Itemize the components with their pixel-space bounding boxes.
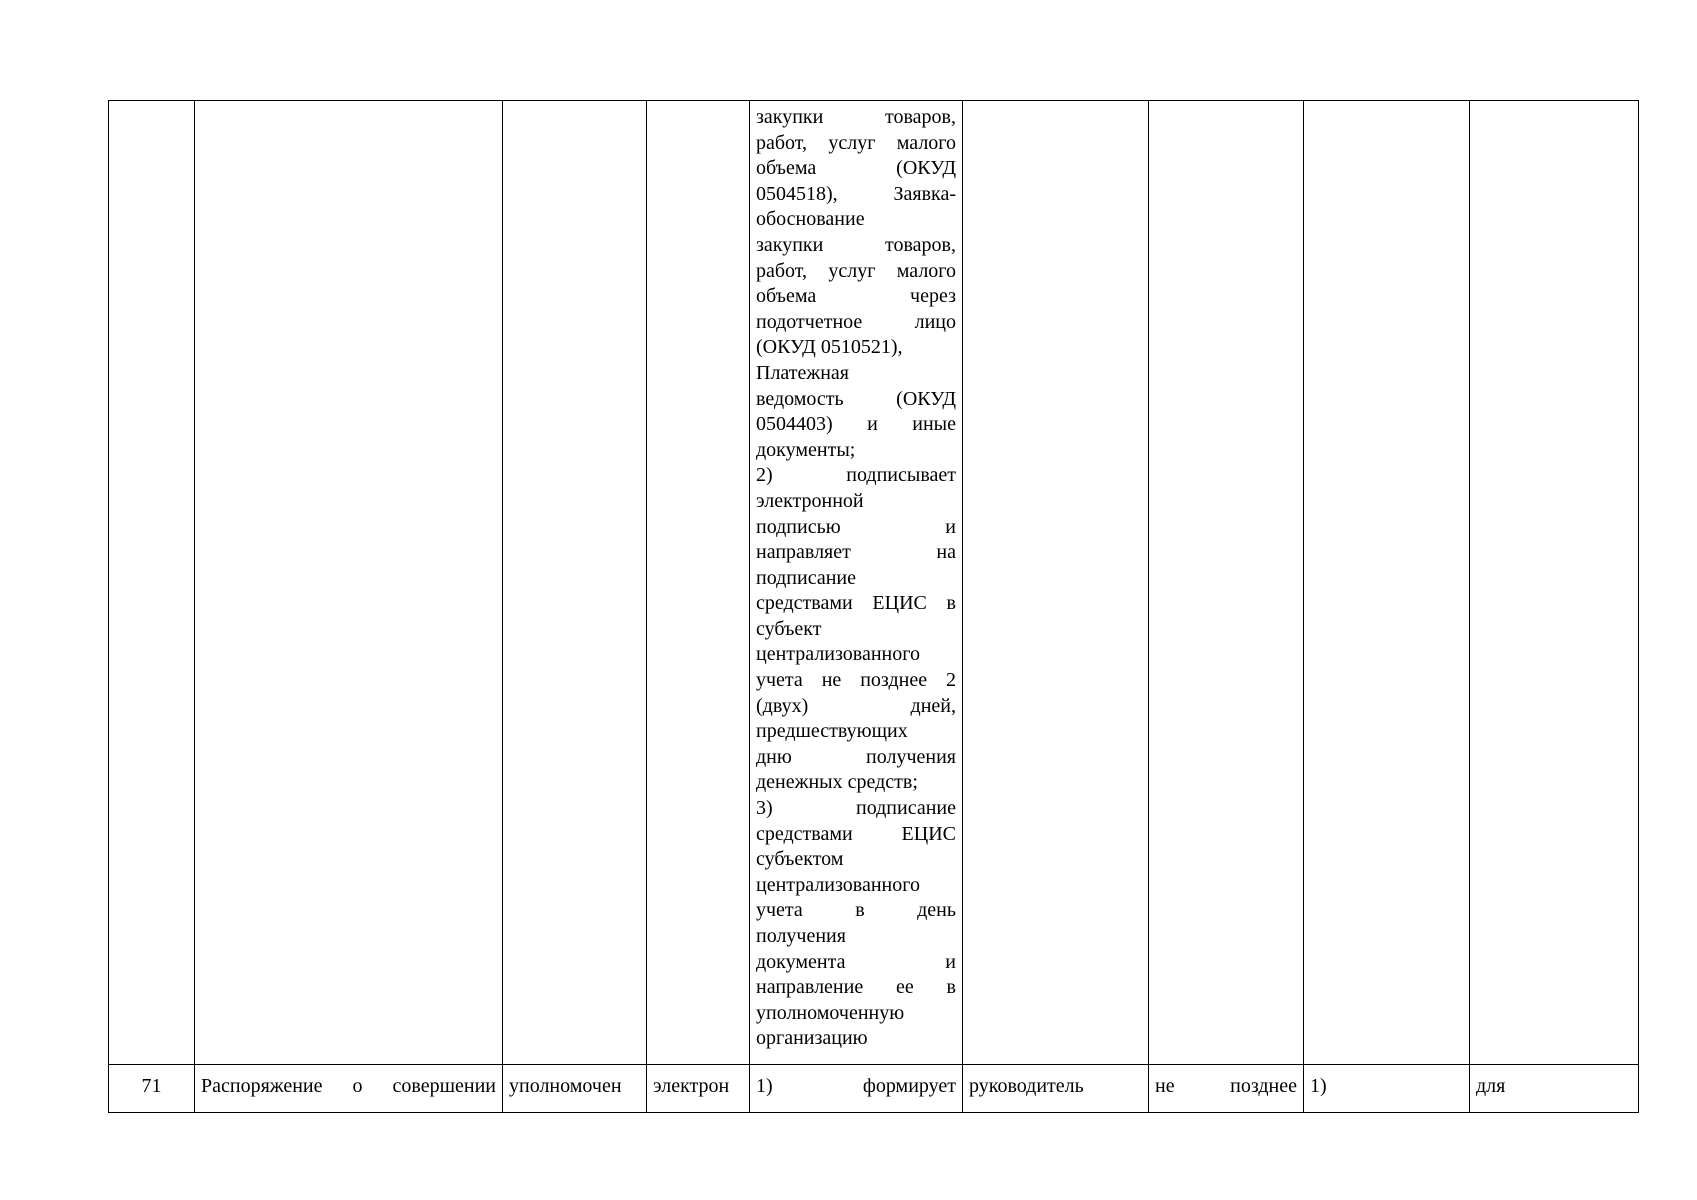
- text-line: учета не позднее 2: [756, 669, 956, 692]
- text-line: централизованного: [756, 643, 920, 666]
- text-line: (ОКУД 0510521),: [756, 336, 903, 359]
- text-line: закупки товаров,: [756, 106, 956, 128]
- text-line: 3) подписание: [756, 797, 956, 820]
- text-line: дню получения: [756, 745, 956, 768]
- cell-num: [109, 101, 195, 1065]
- text-line: направляет на: [756, 541, 956, 564]
- text-line: организацию: [756, 1027, 868, 1050]
- action-word: 1): [756, 1075, 773, 1097]
- text-line: работ, услуг малого: [756, 259, 956, 282]
- action-text: [750, 1065, 963, 1113]
- text-line: 2) подписывает: [756, 464, 956, 487]
- cell-responsible: [503, 101, 647, 1065]
- deadline-word: не: [1155, 1075, 1175, 1097]
- text-line: централизованного: [756, 873, 920, 896]
- responsible: уполномочен: [503, 1065, 647, 1113]
- text-line: уполномоченную: [756, 1001, 905, 1024]
- text-line: субъект: [756, 617, 822, 640]
- text-line: подписью и: [756, 515, 956, 538]
- text-line: Платежная: [756, 361, 849, 384]
- text-line: предшествующих: [756, 720, 908, 743]
- text-line: обоснование: [756, 208, 865, 231]
- text-line: объема (ОКУД: [756, 157, 956, 180]
- deadline-word: позднее: [1230, 1075, 1297, 1097]
- text-line: объема через: [756, 285, 956, 308]
- col9-text: для: [1470, 1065, 1639, 1113]
- deadline: [1149, 1065, 1304, 1113]
- cell-action-text: [750, 101, 963, 1065]
- signer: руководитель: [963, 1065, 1149, 1113]
- document-name-word: о: [352, 1075, 363, 1097]
- text-line: учета в день: [756, 899, 956, 922]
- col8-text: 1): [1304, 1065, 1470, 1113]
- text-line: электронной: [756, 489, 864, 512]
- cell-signer: [963, 101, 1149, 1065]
- text-line: ведомость (ОКУД: [756, 387, 956, 410]
- text-line: субъектом: [756, 848, 844, 871]
- text-line: закупки товаров,: [756, 233, 956, 256]
- regulation-table: [108, 100, 1639, 1113]
- document-name-word: Распоряжение: [201, 1075, 323, 1097]
- cell-col9: [1470, 101, 1639, 1065]
- cell-col8: [1304, 101, 1470, 1065]
- text-line: направление ее в: [756, 976, 956, 999]
- text-line: документы;: [756, 438, 856, 461]
- text-line: получения: [756, 925, 846, 947]
- cell-document-name: [195, 101, 503, 1065]
- action-word: формирует: [862, 1075, 956, 1097]
- text-line: 0504403) и иные: [756, 413, 956, 436]
- document-name: [195, 1065, 503, 1113]
- text-line: подписание: [756, 566, 856, 589]
- text-line: средствами ЕЦИС: [756, 822, 956, 845]
- cell-deadline: [1149, 101, 1304, 1065]
- table-row-71: [109, 1065, 1639, 1113]
- document-name-word: совершении: [392, 1075, 496, 1097]
- cell-form: [647, 101, 750, 1065]
- form: электрон: [647, 1065, 750, 1113]
- text-line: документа и: [756, 950, 956, 973]
- row-number: 71: [109, 1065, 195, 1113]
- text-line: работ, услуг малого: [756, 131, 956, 154]
- text-line: (двух) дней,: [756, 694, 956, 717]
- text-line: 0504518), Заявка-: [756, 182, 956, 205]
- text-line: денежных средств;: [756, 771, 918, 794]
- text-line: средствами ЕЦИС в: [756, 592, 956, 615]
- table-row-continuation: [109, 101, 1639, 1065]
- text-line: подотчетное лицо: [756, 310, 956, 333]
